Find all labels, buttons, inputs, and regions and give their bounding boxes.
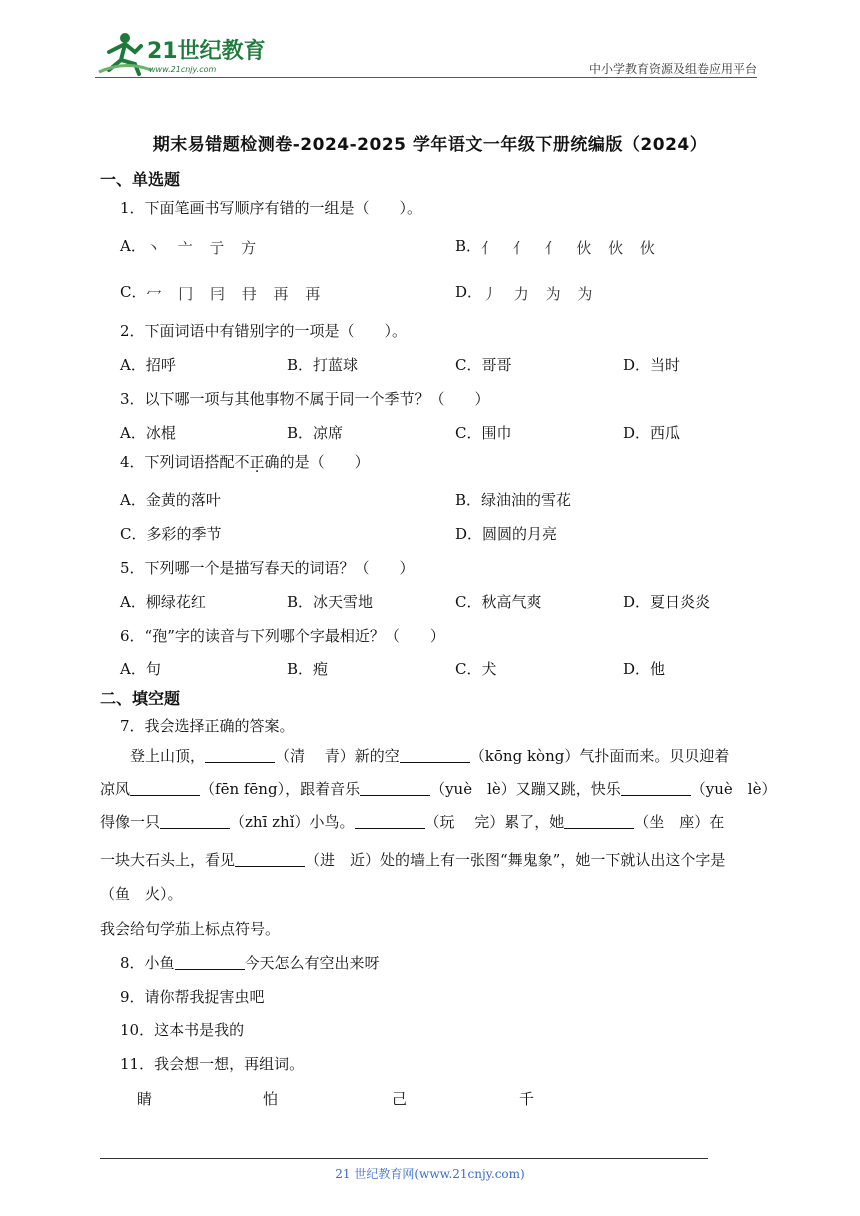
emphasis-dots: 不正确 [234,453,280,471]
q11-char: 睛 [137,1090,153,1108]
question-4: 4．下列词语搭配不正确的是（ ） [120,453,370,471]
question-5: 5．下列哪一个是描写春天的词语？（ ） [120,559,415,577]
answer-blank[interactable] [160,812,230,829]
q2-option-b: B．打蓝球 [287,356,359,374]
q11-char: 怕 [263,1090,279,1108]
q1-option-c: C．冖 冂 冃 冄 再 再 [120,283,327,303]
svg-text:www.21cnjy.com: www.21cnjy.com [149,65,217,74]
q5-option-c: C．秋高气爽 [455,593,542,611]
q5-option-b: B．冰天雪地 [287,593,374,611]
runner-icon [99,33,151,74]
answer-blank[interactable] [235,850,305,867]
answer-blank[interactable] [360,779,430,796]
q3-option-d: D．西瓜 [623,424,681,442]
question-3: 3．以下哪一项与其他事物不属于同一个季节？（ ） [120,390,490,408]
punctuation-instruction: 我会给句学茄上标点符号。 [100,920,281,938]
logo [95,30,275,76]
answer-blank[interactable] [175,953,245,970]
q6-option-a: A．句 [120,660,161,678]
q7-line-2: 凉风 （fēn fēng），跟着音乐 （yuè lè）又蹦又跳，快乐 （yuè lè） [100,780,777,798]
question-8: 8．小鱼 今天怎么有空出来呀 [120,954,380,972]
question-1: 1．下面笔画书写顺序有错的一组是（ ）。 [120,199,423,217]
q7-line-4: 一块大石头上，看见 （进 近）处的墙上有一张图“舞鬼象”，她一下就认出这个字是 [100,851,726,869]
section-fill-blank: 二、填空题 [100,689,181,708]
q11-char: 千 [519,1090,535,1108]
question-6: 6．“孢”字的读音与下列哪个字最相近？（ ） [120,627,445,645]
q2-option-d: D．当时 [623,356,681,374]
platform-name: 中小学教育资源及组卷应用平台 [588,62,757,76]
q3-option-a: A．冰棍 [120,424,176,442]
q3-option-c: C．围巾 [455,424,512,442]
question-11: 11．我会想一想，再组词。 [120,1055,305,1073]
q7-line-3: 得像一只 （zhī zhǐ）小鸟。 （玩 完）累了，她 （坐 座）在 [100,813,725,831]
q3-option-b: B．凉席 [287,424,344,442]
q6-option-d: D．他 [623,660,666,678]
q4-option-c: C．多彩的季节 [120,525,222,543]
answer-blank[interactable] [130,779,200,796]
q6-option-c: C．犬 [455,660,497,678]
question-2: 2．下面词语中有错别字的一项是（ ）。 [120,322,408,340]
q4-option-d: D．圆圆的月亮 [455,525,558,543]
q11-char: 己 [392,1090,408,1108]
footer-text[interactable]: 21 世纪教育网(www.21cnjy.com) [335,1167,525,1181]
q5-option-a: A．柳绿花红 [120,593,206,611]
question-7: 7．我会选择正确的答案。 [120,717,295,735]
answer-blank[interactable] [355,812,425,829]
question-9: 9．请你帮我捉害虫吧 [120,988,265,1006]
page-title: 期末易错题检测卷-2024-2025 学年语文一年级下册统编版（2024） [152,135,708,155]
answer-blank[interactable] [564,812,634,829]
q4-option-b: B．绿油油的雪花 [455,491,572,509]
section-single-choice: 一、单选题 [100,170,181,189]
footer-divider [100,1158,708,1159]
q5-option-d: D．夏日炎炎 [623,593,711,611]
q4-option-a: A．金黄的落叶 [120,491,221,509]
answer-blank[interactable] [205,746,275,763]
q7-line-5: （鱼 火）。 [100,885,183,903]
q1-option-b: B．亻 亻 亻 伙 伙 伙 [455,237,661,257]
q6-option-b: B．疱 [287,660,329,678]
q1-option-a: A．丶 亠 亍 方 [120,237,263,257]
answer-blank[interactable] [621,779,691,796]
q2-option-a: A．招呼 [120,356,176,374]
q7-line-1: 登上山顶， （清 青）新的空 （kōng kòng）气扑面而来。贝贝迎着 [130,747,730,765]
header-divider [95,77,757,78]
q2-option-c: C．哥哥 [455,356,512,374]
q1-option-d: D．丿 力 为 为 [455,283,599,303]
question-10: 10．这本书是我的 [120,1021,245,1039]
answer-blank[interactable] [400,746,470,763]
svg-text:21世纪教育: 21世纪教育 [147,39,266,64]
page-header [95,30,757,78]
